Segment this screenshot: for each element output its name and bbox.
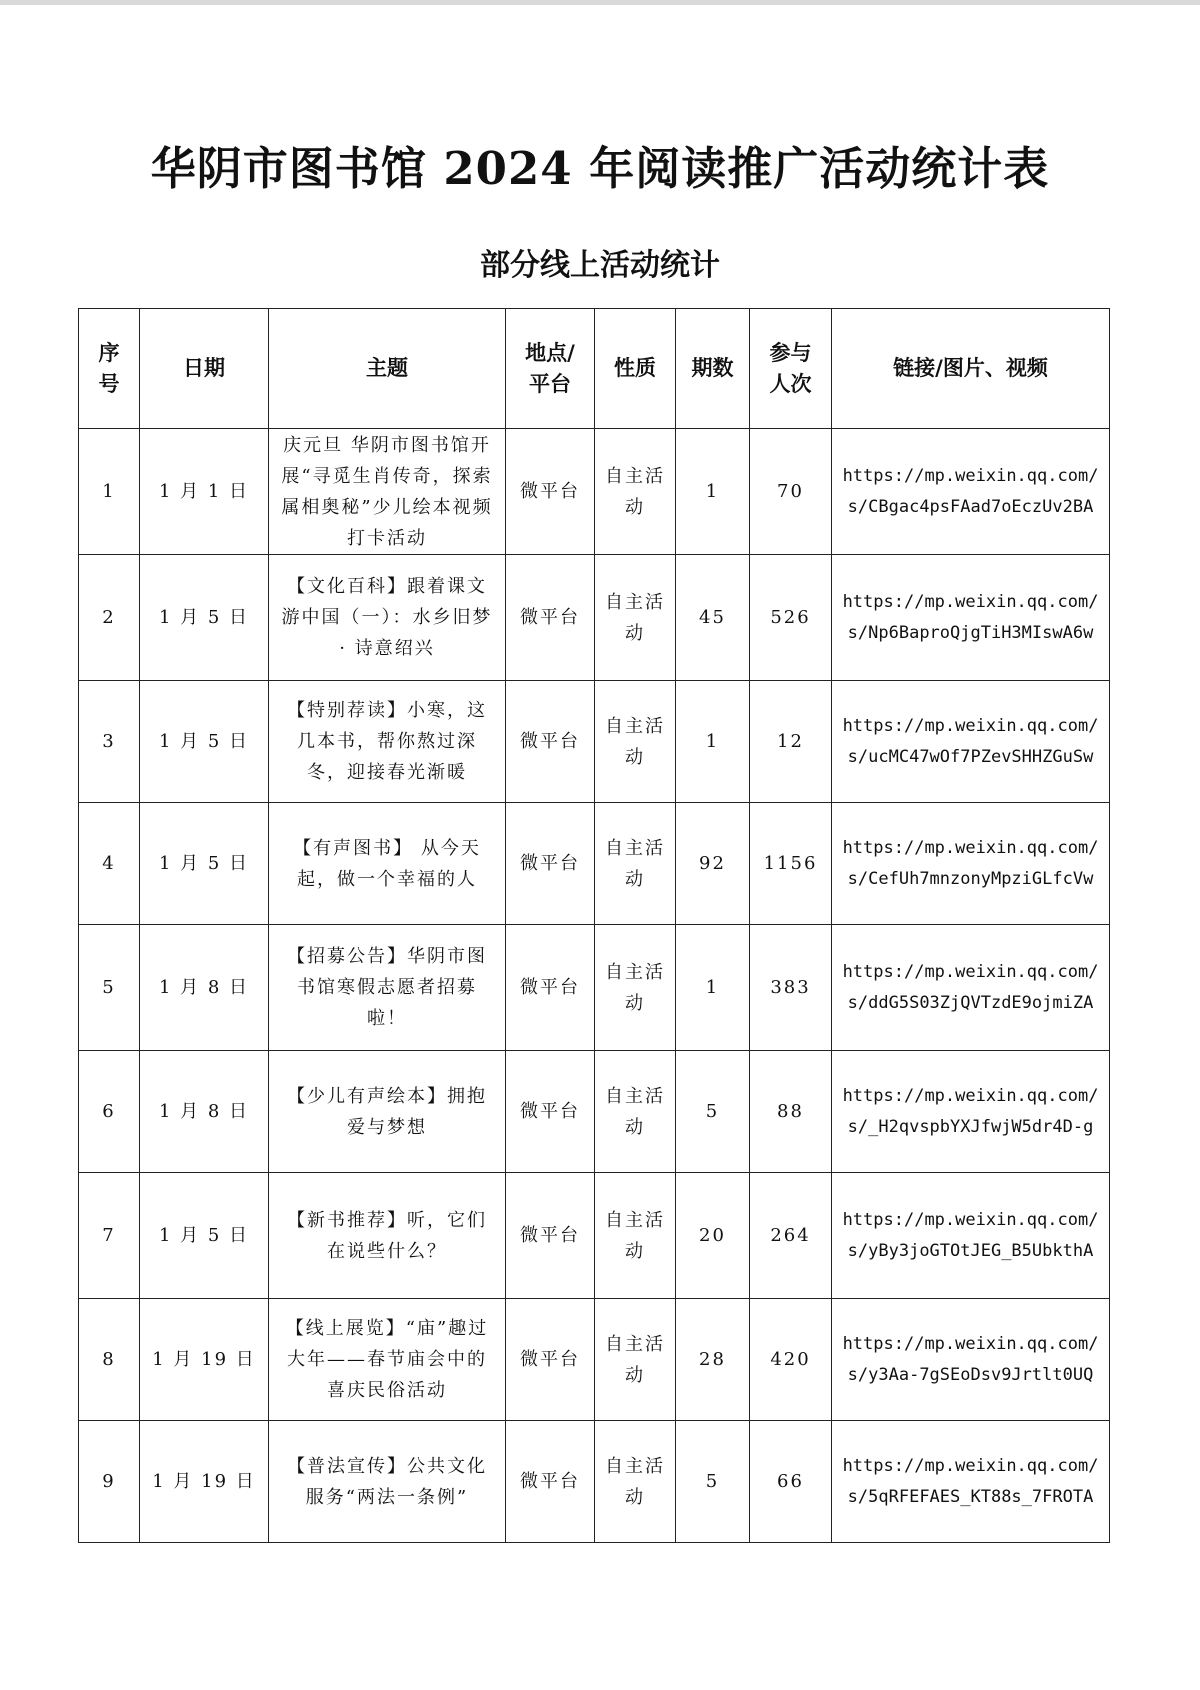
cell-date: 1 月 5 日: [140, 555, 269, 681]
cell-no: 2: [79, 555, 140, 681]
cell-date: 1 月 1 日: [140, 429, 269, 555]
activity-stats-table: [78, 308, 1110, 1543]
cell-topic: 庆元旦 华阴市图书馆开展“寻觅生肖传奇，探索属相奥秘”少儿绘本视频打卡活动: [269, 429, 506, 555]
header-label: 日期: [183, 356, 225, 380]
cell-platform: 微平台: [506, 1299, 595, 1421]
cell-platform: 微平台: [506, 429, 595, 555]
cell-platform: 微平台: [506, 1421, 595, 1543]
header-label: 链接/图片、视频: [893, 356, 1048, 380]
cell-nature: 自主活动: [595, 1173, 676, 1299]
cell-topic: 【有声图书】 从今天起，做一个幸福的人: [269, 803, 506, 925]
table-row: [79, 1173, 1110, 1299]
cell-nature: 自主活动: [595, 555, 676, 681]
cell-participants: 526: [750, 555, 832, 681]
cell-platform: 微平台: [506, 1051, 595, 1173]
cell-link[interactable]: https://mp.weixin.qq.com/s/CBgac4psFAad7oEczUv2BA: [832, 429, 1110, 555]
cell-nature: 自主活动: [595, 925, 676, 1051]
cell-date: 1 月 8 日: [140, 925, 269, 1051]
header-date: [140, 309, 269, 429]
cell-topic: 【特别荐读】小寒，这几本书，帮你熬过深冬，迎接春光渐暖: [269, 681, 506, 803]
cell-link[interactable]: https://mp.weixin.qq.com/s/yBy3joGTOtJEG_B5UbkthA: [832, 1173, 1110, 1299]
cell-link[interactable]: https://mp.weixin.qq.com/s/ucMC47wOf7PZevSHHZGuSw: [832, 681, 1110, 803]
cell-link[interactable]: https://mp.weixin.qq.com/s/y3Aa-7gSEoDsv9Jrtlt0UQ: [832, 1299, 1110, 1421]
cell-no: 7: [79, 1173, 140, 1299]
cell-participants: 66: [750, 1421, 832, 1543]
cell-link[interactable]: https://mp.weixin.qq.com/s/Np6BaproQjgTiH3MIswA6w: [832, 555, 1110, 681]
cell-date: 1 月 5 日: [140, 803, 269, 925]
table-row: [79, 1421, 1110, 1543]
cell-no: 1: [79, 429, 140, 555]
cell-topic: 【文化百科】跟着课文游中国（一）：水乡旧梦 · 诗意绍兴: [269, 555, 506, 681]
cell-nature: 自主活动: [595, 1299, 676, 1421]
header-label: 参与 人次: [769, 340, 812, 396]
cell-no: 6: [79, 1051, 140, 1173]
header-participants: [750, 309, 832, 429]
header-label: 性质: [614, 356, 656, 380]
header-label: 地点/ 平台: [525, 340, 575, 396]
cell-issues: 20: [676, 1173, 750, 1299]
cell-no: 3: [79, 681, 140, 803]
header-label: 主题: [366, 356, 408, 380]
cell-link[interactable]: https://mp.weixin.qq.com/s/5qRFEFAES_KT88s_7FROTA: [832, 1421, 1110, 1543]
header-link: [832, 309, 1110, 429]
cell-no: 5: [79, 925, 140, 1051]
cell-topic: 【招募公告】华阴市图书馆寒假志愿者招募啦！: [269, 925, 506, 1051]
cell-platform: 微平台: [506, 1173, 595, 1299]
cell-participants: 1156: [750, 803, 832, 925]
cell-no: 9: [79, 1421, 140, 1543]
cell-topic: 【线上展览】“庙”趣过大年——春节庙会中的喜庆民俗活动: [269, 1299, 506, 1421]
cell-nature: 自主活动: [595, 681, 676, 803]
cell-topic: 【少儿有声绘本】拥抱爱与梦想: [269, 1051, 506, 1173]
table-row: [79, 681, 1110, 803]
table-row: [79, 803, 1110, 925]
cell-issues: 28: [676, 1299, 750, 1421]
cell-participants: 264: [750, 1173, 832, 1299]
top-border-bar: [0, 0, 1200, 5]
cell-no: 4: [79, 803, 140, 925]
cell-issues: 5: [676, 1421, 750, 1543]
cell-issues: 1: [676, 681, 750, 803]
cell-nature: 自主活动: [595, 429, 676, 555]
cell-platform: 微平台: [506, 681, 595, 803]
cell-participants: 88: [750, 1051, 832, 1173]
cell-link[interactable]: https://mp.weixin.qq.com/s/CefUh7mnzonyMpziGLfcVw: [832, 803, 1110, 925]
cell-participants: 70: [750, 429, 832, 555]
cell-nature: 自主活动: [595, 1421, 676, 1543]
cell-topic: 【新书推荐】听，它们在说些什么？: [269, 1173, 506, 1299]
header-nature: [595, 309, 676, 429]
header-platform: [506, 309, 595, 429]
cell-date: 1 月 5 日: [140, 1173, 269, 1299]
document-subtitle: 部分线上活动统计: [480, 248, 720, 283]
header-issues: [676, 309, 750, 429]
cell-issues: 5: [676, 1051, 750, 1173]
cell-link[interactable]: https://mp.weixin.qq.com/s/_H2qvspbYXJfwjW5dr4D-g: [832, 1051, 1110, 1173]
cell-issues: 92: [676, 803, 750, 925]
cell-date: 1 月 8 日: [140, 1051, 269, 1173]
cell-date: 1 月 19 日: [140, 1299, 269, 1421]
cell-issues: 45: [676, 555, 750, 681]
cell-participants: 12: [750, 681, 832, 803]
cell-issues: 1: [676, 429, 750, 555]
cell-nature: 自主活动: [595, 803, 676, 925]
cell-participants: 420: [750, 1299, 832, 1421]
header-topic: [269, 309, 506, 429]
table-header-row: [79, 309, 1110, 429]
cell-platform: 微平台: [506, 803, 595, 925]
table-row: [79, 925, 1110, 1051]
table-row: [79, 1299, 1110, 1421]
header-label: 期数: [691, 356, 734, 380]
cell-platform: 微平台: [506, 555, 595, 681]
document-title: 华阴市图书馆 2024 年阅读推广活动统计表: [150, 142, 1050, 195]
header-label: 序 号: [98, 340, 120, 396]
cell-no: 8: [79, 1299, 140, 1421]
table-row: [79, 555, 1110, 681]
cell-nature: 自主活动: [595, 1051, 676, 1173]
cell-date: 1 月 5 日: [140, 681, 269, 803]
table-row: [79, 429, 1110, 555]
cell-date: 1 月 19 日: [140, 1421, 269, 1543]
table-row: [79, 1051, 1110, 1173]
header-no: [79, 309, 140, 429]
cell-topic: 【普法宣传】公共文化服务“两法一条例”: [269, 1421, 506, 1543]
cell-participants: 383: [750, 925, 832, 1051]
cell-issues: 1: [676, 925, 750, 1051]
cell-link[interactable]: https://mp.weixin.qq.com/s/ddG5S03ZjQVTzdE9ojmiZA: [832, 925, 1110, 1051]
cell-platform: 微平台: [506, 925, 595, 1051]
